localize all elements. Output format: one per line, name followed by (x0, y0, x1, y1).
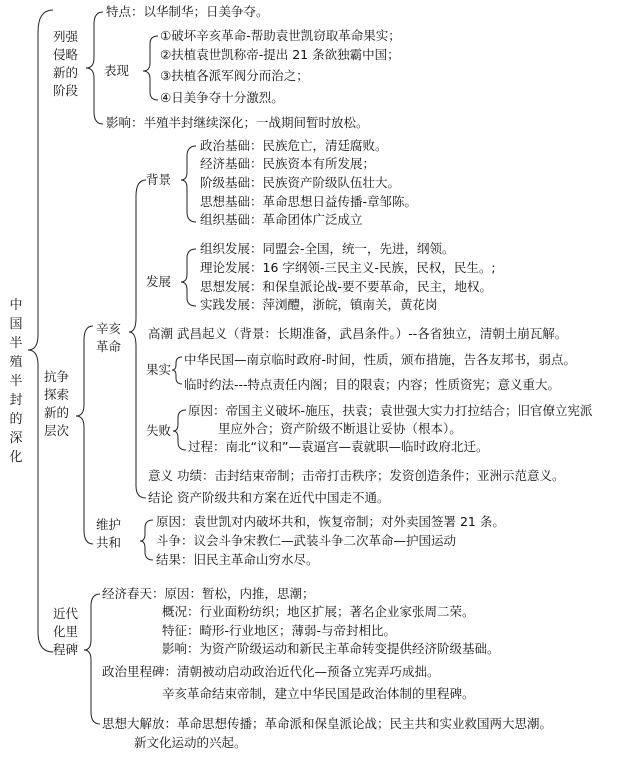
s2-fz-label: 发展 (146, 274, 172, 289)
s1-title: 列强 侵略 新的 阶段 (53, 29, 79, 98)
s3-bracket (84, 594, 100, 724)
s3-zz-item: 政治里程碑：清朝被动启动政治近代化—预备立宪弄巧成拙。 (102, 664, 440, 679)
s1-bracket (86, 12, 103, 124)
s1-item: ①破坏辛亥革命-帮助袁世凯窃取革命果实； (160, 28, 401, 43)
s2-bg-label: 背景 (146, 172, 172, 187)
s2-bg-item: 思想基础：革命思想日益传播-章邹陈。 (200, 194, 418, 209)
s2-fz-item: 实践发展：萍浏醴，浙皖，镇南关，黄花岗 (200, 297, 438, 312)
s3-sx-item: 新文化运动的兴起。 (134, 735, 247, 750)
s2-bg-item: 经济基础：民族资本有所发展； (200, 156, 376, 171)
s3-jj-item: 影响：为资产阶级运动和新民主革命转变提供经济阶级基础。 (162, 641, 500, 656)
s2-bg-item: 政治基础：民族危亡，清廷腐败。 (200, 138, 388, 153)
s1-item: ②扶植袁世凯称帝-提出 21 条欲独霸中国； (160, 47, 400, 62)
s2-bg-item: 阶级基础：民族资产阶级队伍壮大。 (200, 175, 401, 190)
s2-bracket (76, 326, 93, 544)
s2-sb-item: 里应外合；资产阶级不断退让妥协（根本）。 (218, 421, 462, 436)
s2-sb-label: 失败 (146, 423, 172, 438)
s3-sx-item: 思想大解放：革命思想传播；革命派和保皇派论战；民主共和实业救国两大思潮。 (102, 716, 553, 731)
s2-fz-item: 思想发展：和保皇派论战-要不要革命，民主，地权。 (200, 279, 493, 294)
s1-feature: 特点：以华制华；日美争夺。 (106, 4, 269, 19)
fz-bracket (181, 249, 196, 306)
s2-yiyi: 意义 功绩：击封结束帝制；击帝打击秩序；发资创造条件；亚洲示范意义。 (148, 468, 565, 483)
s2-bg-item: 组织基础：革命团体广泛成立 (200, 212, 363, 227)
s1-item: ④日美争夺十分激烈。 (160, 90, 284, 105)
s2-title: 抗争 探索 新的 层次 (44, 369, 70, 438)
s2-fz-item: 组织发展：同盟会-全国，统一，先进，纲领。 (200, 241, 455, 256)
s2-wh-item: 斗争：议会斗争宋教仁—武装斗争二次革命—护国运动 (156, 533, 457, 548)
s2-wh-item: 原因：袁世凯对内破坏共和，恢复帝制；对外卖国签署 21 条。 (156, 514, 505, 529)
root-title: 中 国 半 殖 半 封 的 深 化 (9, 298, 23, 465)
s1-biaoxian-label: 表现 (104, 63, 130, 78)
s2-weihu-label: 维护 共和 (96, 517, 122, 550)
biaoxian-bracket (143, 36, 158, 100)
s2-xinhai-label: 辛亥 革命 (96, 321, 122, 354)
root-bracket (28, 10, 53, 652)
s3-title: 近代 化里 程碑 (53, 606, 79, 657)
s2-sb-item: 原因：帝国主义破坏-施压，扶袁；袁世强大实力打拉结合；旧官僚立宪派 (188, 403, 593, 418)
s1-influence: 影响：半殖半封继续深化；一战期间暂时放松。 (106, 115, 369, 130)
weihu-bracket (140, 520, 153, 560)
gs-bracket (172, 357, 182, 384)
sb-bracket (173, 410, 186, 450)
xinhai-bracket (129, 180, 146, 498)
bg-bracket (181, 146, 196, 222)
s3-jj-item: 特征：畸形-行业地区；薄弱-与帝封相比。 (162, 623, 397, 638)
s2-gs-item: 中华民国—南京临时政府-时间，性质，颁布措施，告各友邦书，弱点。 (184, 352, 577, 367)
s3-zz-item: 辛亥革命结束帝制，建立中华民国是政治体制的里程碑。 (162, 686, 475, 701)
s2-wh-item: 结果：旧民主革命山穷水尽。 (156, 552, 319, 567)
s2-jielun: 结论 资产阶级共和方案在近代中国走不通。 (148, 490, 390, 505)
s2-fz-item: 理论发展：16 字纲领-三民主义-民族，民权，民生。; (200, 260, 496, 275)
s3-jj-item: 经济春天：原因：暂松，内推，思潮； (102, 586, 315, 601)
s2-sb-item: 过程：南北“议和”—袁逼宫—袁就职—临时政府北迁。 (188, 439, 489, 454)
s2-gs-label: 果实 (146, 362, 172, 377)
s3-jj-item: 概况：行业面粉纺织；地区扩展；著名企业家张周二荣。 (162, 604, 475, 619)
s2-gaochao: 高潮 武昌起义（背景：长期准备，武昌条件。）--各省独立，清朝土崩瓦解。 (148, 326, 568, 341)
s2-gs-item: 临时约法---特点责任内阁；目的限袁；内容；性质资宪；意义重大。 (184, 377, 561, 392)
s1-item: ③扶植各派军阀分而治之； (160, 68, 309, 83)
